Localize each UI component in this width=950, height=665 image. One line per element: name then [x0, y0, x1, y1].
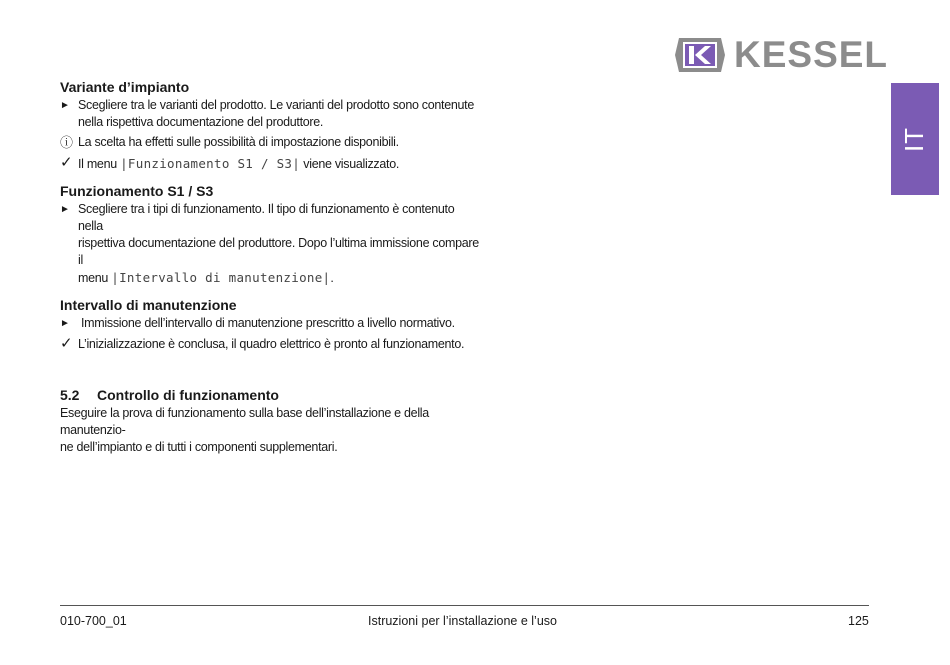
result-text: L’inizializzazione è conclusa, il quadro elettrico è pronto al funzionamento. — [78, 337, 465, 351]
heading-variante: Variante d’impianto — [60, 79, 190, 95]
info-note — [60, 134, 480, 151]
kessel-logo-mark — [675, 38, 725, 72]
step-variante-cont — [60, 114, 480, 131]
language-tab — [891, 83, 939, 195]
step-text: Scegliere tra le varianti del prodotto. Le varianti del prodotto sono contenute — [78, 98, 475, 112]
step-text: Scegliere tra i tipi di funzionamento. Il tipo di funzionamento è contenuto nella — [78, 202, 455, 233]
footer-page-number: 125 — [848, 614, 869, 628]
kessel-logo — [675, 34, 889, 75]
info-text: La scelta ha effetti sulle possibilità di impostazione disponibili. — [78, 135, 399, 149]
heading-funzionamento: Funzionamento S1 / S3 — [60, 183, 214, 199]
footer-title: Istruzioni per l’installazione e l’uso — [368, 614, 557, 628]
step-text: Immissione dell’intervallo di manutenzione prescritto a livello normativo. — [81, 316, 455, 330]
step-arrow-icon: ► — [60, 318, 70, 329]
result-intervallo — [60, 336, 480, 353]
step-variante — [60, 97, 480, 114]
step-funzionamento-l2 — [60, 235, 480, 269]
check-icon: ✓ — [60, 154, 73, 171]
step-text-cont: rispettiva documentazione del produttore. Dopo l’ultima immissione compare il — [78, 236, 479, 267]
section-number: 5.2 — [60, 387, 80, 403]
step-text-post: . — [330, 271, 334, 285]
menu-name-funzionamento: |Funzionamento S1 / S3| — [120, 156, 301, 171]
menu-name-intervallo: |Intervallo di manutenzione| — [111, 270, 331, 285]
section-5-2-title — [60, 386, 480, 405]
logo-brand-text: KESSEL — [734, 34, 889, 75]
result-text-pre: Il menu — [78, 157, 117, 171]
section-title-text: Controllo di funzionamento — [97, 387, 279, 403]
step-text-pre: menu — [78, 271, 109, 285]
footer-divider — [60, 605, 869, 606]
footer-doc-number: 010-700_01 — [60, 614, 127, 628]
paragraph-controllo-l2: ne dell’impianto e di tutti i componenti supplementari. — [60, 440, 338, 454]
check-icon: ✓ — [60, 335, 73, 352]
step-intervallo — [60, 315, 480, 332]
language-tab-label: IT — [899, 126, 930, 152]
step-text-cont: nella rispettiva documentazione del produttore. — [78, 115, 324, 129]
page-content — [60, 78, 480, 456]
heading-intervallo: Intervallo di manutenzione — [60, 297, 237, 313]
info-icon: ⓘ — [60, 135, 73, 150]
step-arrow-icon: ► — [60, 204, 70, 215]
result-variante — [60, 155, 480, 173]
step-arrow-icon: ► — [60, 100, 70, 111]
paragraph-controllo-l1: Eseguire la prova di funzionamento sulla base dell’installazione e della manutenzio- — [60, 406, 429, 437]
result-text-post: viene visualizzato. — [303, 157, 400, 171]
step-funzionamento — [60, 201, 480, 235]
step-funzionamento-l3 — [60, 269, 480, 287]
